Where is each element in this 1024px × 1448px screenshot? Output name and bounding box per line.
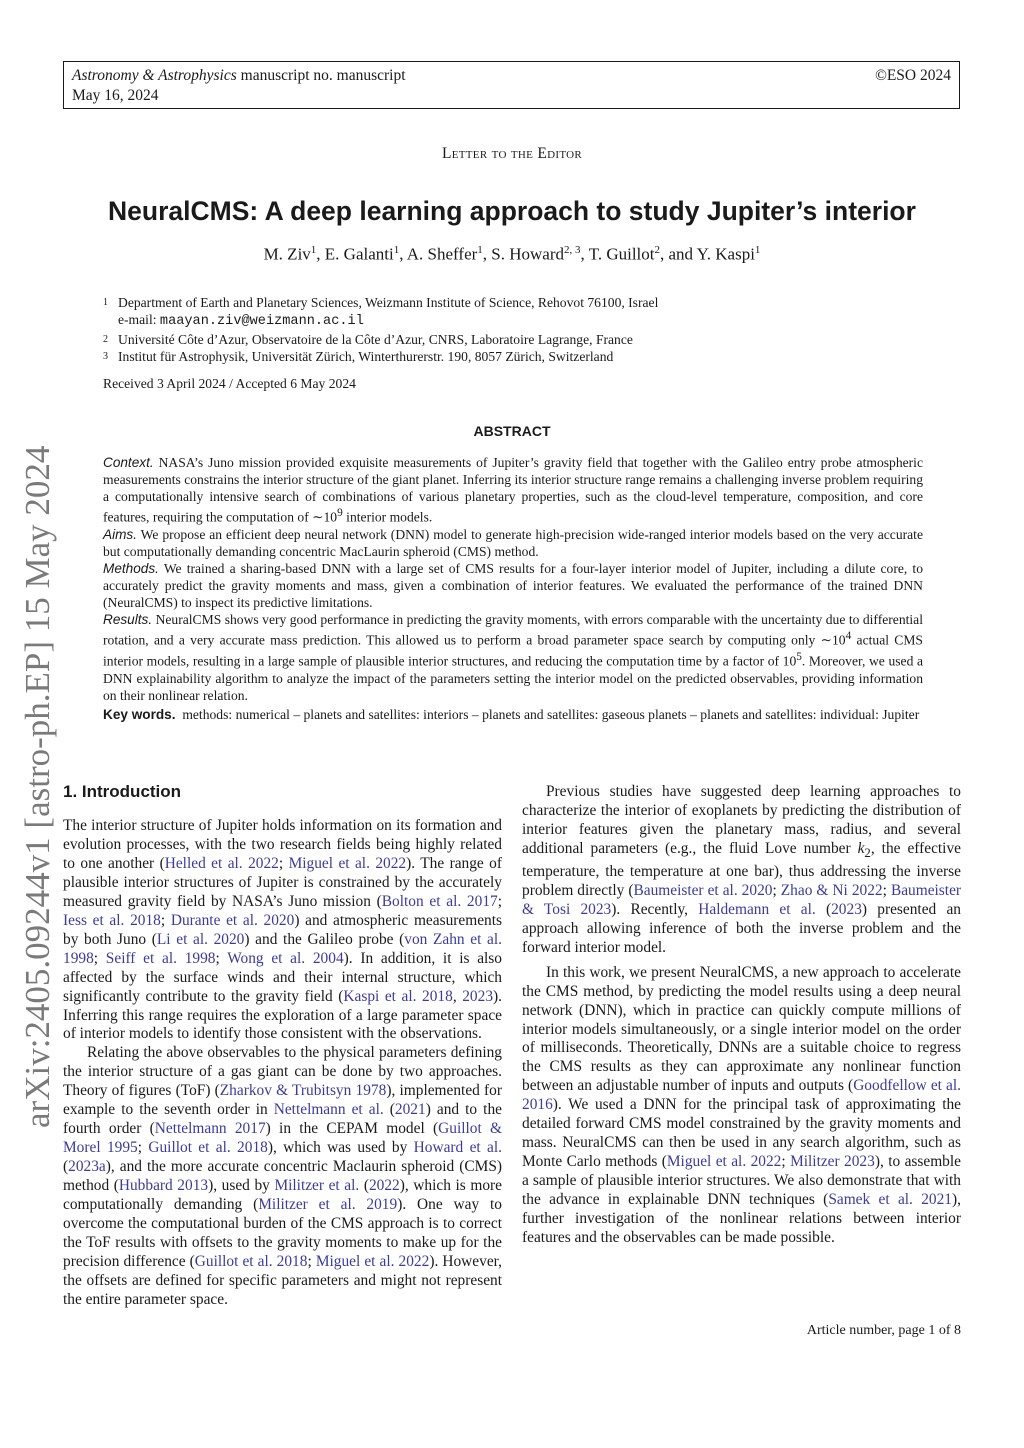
affiliation-text: Université Côte d’Azur, Observatoire de la Côte d’Azur, CNRS, Laboratoire Lagrange, France [118, 331, 633, 347]
citation-link[interactable]: Guillot et al. 2018 [148, 1139, 268, 1157]
abstract-context: Context. NASA’s Juno mission provided exquisite measurements of Jupiter’s gravity field that together with the Galileo entry probe atmospheric measurements constrains the interior structure of the giant planet. Inferring its interior structure range remains a challenging inverse problem requiring a computationally intensive search of combinations of various planetary properties, such as the cloud-level temperature, composition, and core features, requiring the computation of $\sim 10^9$ interior models. [103, 455, 923, 525]
author-affiliation-ref: 2 [654, 244, 660, 256]
author-separator: , [580, 244, 589, 264]
paragraph-4 [522, 964, 961, 1248]
methods-label: Methods. [103, 561, 159, 577]
text-run: ) in the CEPAM model ( [265, 1120, 439, 1138]
text-run: ; [278, 854, 289, 872]
section-heading: 1. Introduction [63, 782, 182, 801]
citation-link[interactable]: 2023 [831, 900, 862, 918]
text-run: ) and to the fourth order ( [63, 1101, 502, 1138]
author-affiliation-ref: 1 [393, 244, 400, 256]
paragraph-1 [63, 817, 502, 1044]
text-run: ( [359, 1177, 369, 1195]
citation-link[interactable]: Iess et al. 2018 [63, 911, 161, 929]
text-run: ; [160, 911, 171, 929]
citation-link[interactable]: Wong et al. 2004 [227, 949, 344, 967]
paragraph-2 [63, 1044, 502, 1309]
affiliation-2 [103, 331, 963, 348]
text-run: ( [383, 1101, 395, 1119]
journal-name: Astronomy & Astrophysics [72, 67, 237, 84]
citation-link[interactable]: Nettelmann 2017 [154, 1120, 266, 1138]
text-run: ; [215, 949, 228, 967]
author-name: T. Guillot [588, 244, 655, 264]
text-run: ; [137, 1139, 149, 1157]
journal-line [72, 66, 951, 86]
affiliation-text: Institut für Astrophysik, Universität Zürich, Winterthurerstr. 190, 8057 Zürich, Switzerland [118, 348, 614, 364]
abstract [103, 454, 923, 704]
author-separator: , and [660, 244, 697, 264]
citation-link[interactable]: Miguel et al. 2022 [666, 1153, 782, 1171]
text-run: ), and the more accurate concentric Maclaurin spheroid (CMS) method ( [63, 1158, 502, 1195]
keywords-text: methods: numerical – planets and satellites: interiors – planets and satellites: gaseous planets – planets and satellites: individual: Jupiter [182, 707, 920, 722]
keywords [103, 706, 923, 723]
citation-link[interactable]: Seiff et al. 1998 [105, 949, 216, 967]
citation-link[interactable]: 2022 [368, 1177, 400, 1195]
citation-link[interactable]: Zhao & Ni 2022 [780, 881, 883, 899]
affiliation-number: 1 [103, 297, 108, 308]
text-run: ) presented an approach allowing inference of both the inverse problem and the forward interior model. [522, 900, 961, 956]
citation-link[interactable]: Miguel et al. 2022 [288, 854, 407, 872]
context-label: Context. [103, 455, 154, 470]
citation-link[interactable]: Militzer 2023 [790, 1153, 875, 1171]
citation-link[interactable]: Durante et al. 2020 [170, 911, 295, 929]
text-run: ), implemented for example to the seventh order in [63, 1082, 503, 1119]
text-run: The interior structure of Jupiter holds information on its formation and evolution processes, with the two research fields being highly related to one another ( [63, 817, 502, 872]
citation-link[interactable]: Guillot & Morel 1995 [63, 1120, 502, 1157]
header-date: May 16, 2024 [72, 87, 159, 104]
text-run: ( [815, 900, 832, 918]
affiliations [103, 294, 963, 365]
letter-label: Letter to the Editor [441, 145, 583, 162]
email-address[interactable]: maayan.ziv@weizmann.ac.il [159, 314, 364, 330]
text-run: ), which was used by [267, 1139, 414, 1157]
citation-link[interactable]: von Zahn et al. 1998 [63, 930, 502, 967]
text-run: In this work, we present NeuralCMS, a new approach to accelerate the CMS method, by predicting the model results using a deep neural network (DNN), which in practice can quickly compute millions of interior models simultaneously, or a single interior model on the order of milliseconds. Theoretically, DNNs are a suitable choice to regress the CMS results as they can approximate any nonlinear function between an adjustable number of inputs and outputs ( [522, 963, 961, 1095]
aims-label: Aims. [103, 526, 137, 542]
page-number: Article number, page 1 of 8 [806, 1323, 961, 1338]
citation-link[interactable]: Helled et al. 2022 [164, 854, 279, 872]
text-run: ). One way to overcome the computational burden of the CMS approach is to correct the ToF results with offsets to the gravity moments to make up for the precision difference ( [63, 1196, 502, 1270]
citation-link[interactable]: 2023a [68, 1158, 106, 1176]
text-run: ). We used a DNN for the principal task of approximating the detailed forward CMS model constrained by the gravity moments and mass. NeuralCMS can then be used in any search algorithm, such as Monte Carlo methods ( [522, 1096, 961, 1171]
text-run: ), which is more computationally demanding ( [63, 1177, 502, 1214]
text-run: , [452, 987, 463, 1005]
abstract-methods: Methods. We trained a sharing-based DNN with a large set of CMS results for a four-layer interior model of Jupiter, including a dilute core, to accurately predict the gravity moments and mass, given a combination of interior features. We evaluated the performance of the trained DNN (NeuralCMS) to inspect its predictive limitations. [103, 561, 923, 611]
text-run: ). Recently, [611, 900, 699, 918]
text-run: ; [781, 1153, 791, 1171]
header-box [63, 61, 960, 109]
math-subscript: 2 [864, 845, 871, 860]
email-label: e-mail: [118, 312, 157, 328]
author-separator: , [399, 244, 407, 264]
citation-link[interactable]: Militzer et al. 2019 [258, 1196, 398, 1214]
author-name: S. Howard [491, 244, 564, 264]
keywords-label: Key words. [103, 707, 176, 722]
manuscript-number: manuscript no. manuscript [240, 67, 406, 84]
citation-link[interactable]: 2023 [462, 987, 494, 1005]
affiliation-number: 2 [103, 333, 108, 345]
citation-link[interactable]: Goodfellow et al. 2016 [522, 1077, 961, 1114]
author-separator: , [482, 244, 492, 264]
abstract-heading: ABSTRACT [473, 423, 551, 439]
arxiv-side-stamp: arXiv:2405.09244v1 [astro-ph.EP] 15 May 2024 [18, 445, 57, 1128]
text-run: ( [63, 1158, 69, 1176]
author-affiliation-ref: 1 [310, 244, 317, 256]
citation-link[interactable]: Kaspi et al. 2018 [343, 987, 453, 1005]
results-label: Results. [103, 612, 153, 628]
column-right [522, 783, 961, 1248]
author-name: M. Ziv [263, 244, 311, 264]
citation-link[interactable]: 2021 [394, 1101, 426, 1119]
author-name: Y. Kaspi [696, 244, 755, 264]
paper-title: NeuralCMS: A deep learning approach to study Jupiter’s interior [108, 196, 916, 226]
text-run: ). Inferring this range requires the exploration of a large parameter space of interior models to identify those consistent with the observations. [63, 987, 502, 1043]
text-run: ; [307, 1252, 316, 1270]
text-run: ), further investigation of the nonlinear relations between interior features and the observables can be made possible. [522, 1191, 961, 1246]
abstract-results: Results. NeuralCMS shows very good performance in predicting the gravity moments, with errors comparable with the uncertainty due to differential rotation, and a very accurate mass prediction. This allowed us to perform a broad parameter space search by computing only $\sim 10^4$ actual CMS interior models, resulting in a large sample of plausible interior structures, and reducing the computation time by a factor of $10^5$. Moreover, we used a DNN explainability algorithm to analyze the impact of the parameters setting the interior model on the predicted observables, providing information on their nonlinear relation. [103, 612, 924, 703]
author-separator: , [316, 244, 325, 264]
text-run: ). However, the offsets are defined for specific parameters and might not represent the entire parameter space. [63, 1252, 503, 1308]
text-run: ) and the Galileo probe ( [244, 930, 405, 948]
math-symbol: k [857, 839, 865, 857]
affiliation-3 [103, 348, 963, 365]
text-run: Relating the above observables to the physical parameters defining the interior structure of a gas giant can be done by two approaches. Theory of figures (ToF) ( [63, 1044, 502, 1100]
citation-link[interactable]: Hubbard 2013 [118, 1177, 209, 1195]
text-run: ), to assemble a sample of plausible interior structures. We also demonstrate that with the advance in explainable DNN techniques ( [522, 1153, 961, 1209]
affiliation-text: Department of Earth and Planetary Sciences, Weizmann Institute of Science, Rehovot 76100, Israel [118, 295, 659, 310]
text-run: ; [93, 949, 106, 967]
text-run: ). The range of plausible interior structures of Jupiter is constrained by the accurately measured gravity field by NASA’s Juno mission ( [63, 854, 502, 910]
citation-link[interactable]: Baumeister & Tosi 2023 [522, 881, 962, 918]
text-run: ; [882, 881, 891, 899]
abstract-aims: Aims. We propose an efficient deep neural network (DNN) model to generate high-precision wide-ranged interior models based on the very accurate but computationally demanding concentric MacLaurin spheroid (CMS) method. [103, 526, 923, 559]
paragraph-3 [522, 783, 961, 958]
author-list [0, 244, 1024, 265]
text-run: ). In addition, it is also affected by the surface winds and their internal structure, which significantly contribute to the gravity field ( [63, 949, 502, 1005]
author-affiliation-ref: 1 [477, 244, 483, 256]
text-run: ) and atmospheric measurements by both Juno ( [63, 911, 502, 948]
citation-link[interactable]: Guillot et al. 2018 [194, 1252, 308, 1270]
citation-link[interactable]: Haldemann et al. [698, 900, 816, 918]
citation-link[interactable]: Howard et al. [413, 1139, 502, 1157]
citation-link[interactable]: Miguel et al. 2022 [315, 1252, 430, 1270]
received-dates: Received 3 April 2024 / Accepted 6 May 2024 [103, 376, 356, 391]
citation-link[interactable]: Bolton et al. 2017 [381, 892, 498, 910]
author-affiliation-ref: 1 [754, 244, 761, 256]
affiliation-1 [103, 294, 963, 331]
citation-link[interactable]: Zharkov & Trubitsyn 1978 [219, 1082, 387, 1100]
author-name: E. Galanti [324, 244, 394, 264]
author-affiliation-ref: 2, 3 [564, 244, 581, 256]
text-run: ; [497, 892, 502, 910]
citation-link[interactable]: Nettelmann et al. [273, 1101, 384, 1119]
citation-link[interactable]: Li et al. 2020 [156, 930, 245, 948]
column-left [63, 783, 502, 1310]
text-run: ; [772, 881, 781, 899]
copyright: ©ESO 2024 [875, 67, 951, 84]
citation-link[interactable]: Samek et al. 2021 [828, 1191, 952, 1209]
author-name: A. Sheffer [406, 244, 478, 264]
affiliation-number: 3 [103, 350, 108, 362]
text-run: , the effective temperature, the temperature at one bar), thus addressing the inverse problem directly ( [522, 839, 961, 899]
text-run: Previous studies have suggested deep learning approaches to characterize the interior of exoplanets by predicting the distribution of interior features given the planetary mass, radius, and several additional parameters (e.g., the fluid Love number [522, 783, 961, 857]
citation-link[interactable]: Militzer et al. [274, 1177, 360, 1195]
citation-link[interactable]: Baumeister et al. 2020 [633, 881, 773, 899]
text-run: ), used by [208, 1177, 275, 1195]
